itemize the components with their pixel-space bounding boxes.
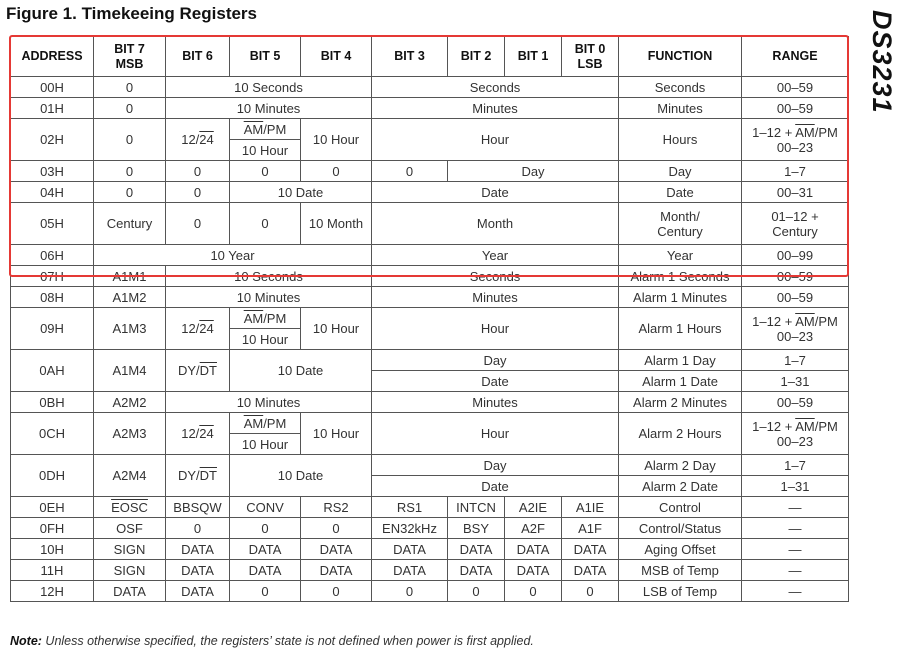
- range-cell: 1–31: [742, 476, 849, 497]
- footnote: [10, 634, 534, 648]
- bit6-cell: 12/24: [166, 413, 230, 455]
- bit1-cell: A2IE: [505, 497, 562, 518]
- header-function: FUNCTION: [619, 37, 742, 77]
- timekeeping-registers-table: [10, 36, 849, 602]
- table-row: [11, 413, 849, 434]
- address-cell: 06H: [11, 245, 94, 266]
- bit4-cell: RS2: [301, 497, 372, 518]
- bit3-cell: EN32kHz: [372, 518, 448, 539]
- header-bit5: BIT 5: [230, 37, 301, 77]
- bit3-cell: RS1: [372, 497, 448, 518]
- bit6-cell: 12/24: [166, 119, 230, 161]
- lower-nibble-cell: Seconds: [372, 266, 619, 287]
- bit7-cell: EOSC: [94, 497, 166, 518]
- bit7-cell: DATA: [94, 581, 166, 602]
- lower-nibble-cell: Date: [372, 182, 619, 203]
- function-cell: Alarm 1 Seconds: [619, 266, 742, 287]
- function-cell: Alarm 1 Day: [619, 350, 742, 371]
- range-cell: 1–7: [742, 161, 849, 182]
- range-cell: 00–59: [742, 77, 849, 98]
- bit5-cell: CONV: [230, 497, 301, 518]
- bit5-cell: 0: [230, 203, 301, 245]
- table-header-row: [11, 37, 849, 77]
- bit0-cell: A1IE: [562, 497, 619, 518]
- bit7-cell: A1M3: [94, 308, 166, 350]
- range-cell: 00–31: [742, 182, 849, 203]
- footnote-text: Unless otherwise specified, the registers’ state is not defined when power is first applied.: [41, 634, 534, 648]
- header-range: RANGE: [742, 37, 849, 77]
- range-cell: $1-12 + \overline{AM}/PM$ 00–23: [742, 413, 849, 455]
- range-cell: —: [742, 581, 849, 602]
- bit6-cell: 0: [166, 182, 230, 203]
- header-bit6: BIT 6: [166, 37, 230, 77]
- bit1-cell: DATA: [505, 560, 562, 581]
- bit5-bottom-cell: 10 Hour: [230, 329, 301, 350]
- range-cell: 1–7: [742, 350, 849, 371]
- lower-nibble-cell: Minutes: [372, 98, 619, 119]
- table-row: [11, 161, 849, 182]
- bit2-cell: BSY: [448, 518, 505, 539]
- bit4-cell: 0: [301, 518, 372, 539]
- bit7-cell: 0: [94, 77, 166, 98]
- table-row: [11, 119, 849, 140]
- lower-nibble-cell: Month: [372, 203, 619, 245]
- function-cell: Alarm 2 Minutes: [619, 392, 742, 413]
- bit7-cell: 0: [94, 161, 166, 182]
- address-cell: 0FH: [11, 518, 94, 539]
- bit7-cell: A2M3: [94, 413, 166, 455]
- address-cell: 0BH: [11, 392, 94, 413]
- upper-bits-cell: 10 Date: [230, 350, 372, 392]
- bit3-cell: DATA: [372, 560, 448, 581]
- bit6-cell: 0: [166, 161, 230, 182]
- lower-nibble-cell: Hour: [372, 119, 619, 161]
- bit2-cell: DATA: [448, 560, 505, 581]
- address-cell: 04H: [11, 182, 94, 203]
- figure-title: Figure 1. Timekeeing Registers: [6, 4, 257, 23]
- bit6-cell: 0: [166, 203, 230, 245]
- bit7-cell: SIGN: [94, 539, 166, 560]
- lower-nibble-cell: Hour: [372, 308, 619, 350]
- address-cell: 02H: [11, 119, 94, 161]
- bit6-cell: 12/24: [166, 308, 230, 350]
- footnote-label: Note:: [10, 634, 42, 648]
- bit4-cell: DATA: [301, 560, 372, 581]
- range-cell: 00–59: [742, 392, 849, 413]
- function-cell: Month/ Century: [619, 203, 742, 245]
- bit5-cell: DATA: [230, 539, 301, 560]
- table-row: [11, 455, 849, 476]
- table-row: [11, 581, 849, 602]
- bit6-cell: $DY/\overline{DT}$: [166, 350, 230, 392]
- function-cell: MSB of Temp: [619, 560, 742, 581]
- address-cell: 12H: [11, 581, 94, 602]
- table-row: [11, 518, 849, 539]
- lower-nibble-cell: Year: [372, 245, 619, 266]
- bit4-cell: 0: [301, 581, 372, 602]
- table-row: [11, 308, 849, 329]
- function-cell: Year: [619, 245, 742, 266]
- bit5-bottom-cell: 10 Hour: [230, 140, 301, 161]
- range-cell: 1–7: [742, 455, 849, 476]
- range-cell: —: [742, 518, 849, 539]
- table-row: [11, 539, 849, 560]
- address-cell: 01H: [11, 98, 94, 119]
- bit4-cell: 0: [301, 161, 372, 182]
- upper-bits-cell: 10 Date: [230, 182, 372, 203]
- lower-nibble-day-cell: Day: [372, 455, 619, 476]
- bit6-cell: DATA: [166, 539, 230, 560]
- bit5-top-cell: $\overline{AM}/PM$: [230, 119, 301, 140]
- bit5-cell: 0: [230, 581, 301, 602]
- bit7-cell: A1M4: [94, 350, 166, 392]
- bit2-cell: DATA: [448, 539, 505, 560]
- function-cell: Control: [619, 497, 742, 518]
- bit4-cell: 10 Hour: [301, 308, 372, 350]
- bit7-cell: A1M2: [94, 287, 166, 308]
- range-cell: 00–59: [742, 98, 849, 119]
- table-row: [11, 266, 849, 287]
- bit5-top-cell: $\overline{AM}/PM$: [230, 308, 301, 329]
- range-cell: 01–12 + Century: [742, 203, 849, 245]
- function-cell: Seconds: [619, 77, 742, 98]
- address-cell: 09H: [11, 308, 94, 350]
- header-bit2: BIT 2: [448, 37, 505, 77]
- bit7-cell: SIGN: [94, 560, 166, 581]
- lower-nibble-date-cell: Date: [372, 476, 619, 497]
- range-cell: 00–99: [742, 245, 849, 266]
- function-cell: Hours: [619, 119, 742, 161]
- bit0-cell: DATA: [562, 560, 619, 581]
- function-cell: Alarm 1 Hours: [619, 308, 742, 350]
- header-bit4: BIT 4: [301, 37, 372, 77]
- table-row: [11, 182, 849, 203]
- address-cell: 05H: [11, 203, 94, 245]
- bit7-cell: 0: [94, 98, 166, 119]
- address-cell: 0AH: [11, 350, 94, 392]
- table-row: [11, 98, 849, 119]
- function-cell: Alarm 2 Date: [619, 476, 742, 497]
- lower-nibble-day-cell: Day: [372, 350, 619, 371]
- bit5-cell: DATA: [230, 560, 301, 581]
- lower-bits-cell: Day: [448, 161, 619, 182]
- address-cell: 00H: [11, 77, 94, 98]
- function-cell: Alarm 1 Date: [619, 371, 742, 392]
- bit0-cell: 0: [562, 581, 619, 602]
- bit7-cell: OSF: [94, 518, 166, 539]
- bit7-cell: 0: [94, 119, 166, 161]
- function-cell: Aging Offset: [619, 539, 742, 560]
- address-cell: 03H: [11, 161, 94, 182]
- lower-nibble-cell: Hour: [372, 413, 619, 455]
- function-cell: Alarm 1 Minutes: [619, 287, 742, 308]
- bit4-cell: 10 Hour: [301, 119, 372, 161]
- table-row: [11, 560, 849, 581]
- table-row: [11, 350, 849, 371]
- bit7-cell: A2M4: [94, 455, 166, 497]
- bit5-bottom-cell: 10 Hour: [230, 434, 301, 455]
- lower-nibble-cell: Seconds: [372, 77, 619, 98]
- range-cell: $1-12 + \overline{AM}/PM$ 00–23: [742, 119, 849, 161]
- bit1-cell: A2F: [505, 518, 562, 539]
- bit3-cell: DATA: [372, 539, 448, 560]
- bit4-cell: 10 Hour: [301, 413, 372, 455]
- header-bit0: BIT 0 LSB: [562, 37, 619, 77]
- range-cell: —: [742, 497, 849, 518]
- address-cell: 08H: [11, 287, 94, 308]
- part-number-label: DS3231: [867, 10, 897, 114]
- bit0-cell: A1F: [562, 518, 619, 539]
- upper-nibble-cell: 10 Seconds: [166, 266, 372, 287]
- function-cell: Alarm 2 Day: [619, 455, 742, 476]
- bit2-cell: INTCN: [448, 497, 505, 518]
- bit3-cell: 0: [372, 161, 448, 182]
- bit6-cell: DATA: [166, 581, 230, 602]
- range-cell: —: [742, 539, 849, 560]
- upper-nibble-cell: 10 Minutes: [166, 98, 372, 119]
- bit6-cell: 0: [166, 518, 230, 539]
- lower-nibble-cell: Minutes: [372, 287, 619, 308]
- address-cell: 0CH: [11, 413, 94, 455]
- lower-nibble-cell: Minutes: [372, 392, 619, 413]
- address-cell: 10H: [11, 539, 94, 560]
- upper-nibble-cell: 10 Year: [94, 245, 372, 266]
- table-row: [11, 392, 849, 413]
- bit1-cell: DATA: [505, 539, 562, 560]
- function-cell: LSB of Temp: [619, 581, 742, 602]
- bit3-cell: 0: [372, 581, 448, 602]
- header-address: ADDRESS: [11, 37, 94, 77]
- header-bit3: BIT 3: [372, 37, 448, 77]
- bit7-cell: A1M1: [94, 266, 166, 287]
- function-cell: Day: [619, 161, 742, 182]
- bit4-cell: DATA: [301, 539, 372, 560]
- bit4-cell: 10 Month: [301, 203, 372, 245]
- upper-nibble-cell: 10 Minutes: [166, 392, 372, 413]
- table-row: [11, 203, 849, 245]
- bit2-cell: 0: [448, 581, 505, 602]
- address-cell: 0EH: [11, 497, 94, 518]
- table-row: [11, 77, 849, 98]
- range-cell: 1–31: [742, 371, 849, 392]
- bit7-cell: A2M2: [94, 392, 166, 413]
- address-cell: 11H: [11, 560, 94, 581]
- upper-nibble-cell: 10 Seconds: [166, 77, 372, 98]
- function-cell: Date: [619, 182, 742, 203]
- header-bit1: BIT 1: [505, 37, 562, 77]
- table-row: [11, 497, 849, 518]
- function-cell: Minutes: [619, 98, 742, 119]
- bit0-cell: DATA: [562, 539, 619, 560]
- range-cell: $1-12 + \overline{AM}/PM$ 00–23: [742, 308, 849, 350]
- bit5-top-cell: $\overline{AM}/PM$: [230, 413, 301, 434]
- bit5-cell: 0: [230, 161, 301, 182]
- bit5-cell: 0: [230, 518, 301, 539]
- lower-nibble-date-cell: Date: [372, 371, 619, 392]
- range-cell: 00–59: [742, 287, 849, 308]
- bit1-cell: 0: [505, 581, 562, 602]
- table-row: [11, 287, 849, 308]
- address-cell: 07H: [11, 266, 94, 287]
- table-row: [11, 245, 849, 266]
- upper-nibble-cell: 10 Minutes: [166, 287, 372, 308]
- address-cell: 0DH: [11, 455, 94, 497]
- bit7-cell: Century: [94, 203, 166, 245]
- upper-bits-cell: 10 Date: [230, 455, 372, 497]
- header-bit7: BIT 7 MSB: [94, 37, 166, 77]
- function-cell: Alarm 2 Hours: [619, 413, 742, 455]
- bit6-cell: BBSQW: [166, 497, 230, 518]
- function-cell: Control/Status: [619, 518, 742, 539]
- bit7-cell: 0: [94, 182, 166, 203]
- range-cell: —: [742, 560, 849, 581]
- bit6-cell: DATA: [166, 560, 230, 581]
- range-cell: 00–59: [742, 266, 849, 287]
- bit6-cell: $DY/\overline{DT}$: [166, 455, 230, 497]
